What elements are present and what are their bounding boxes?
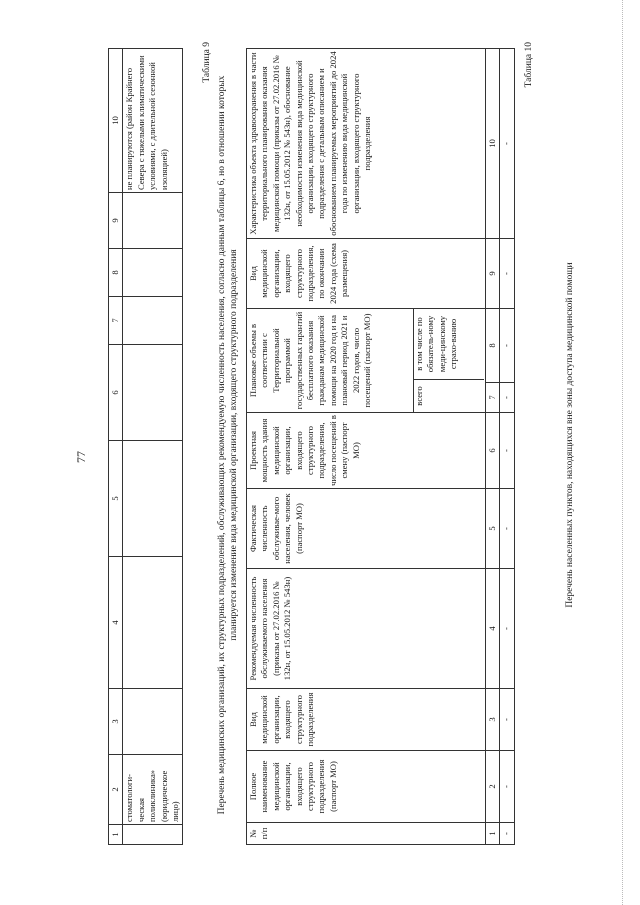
header-oms: в том числе по обязатель-ному меди-цинскому страхо-ванию xyxy=(414,315,459,373)
header-type-2024: Вид медицинской организации, входящего структурного подразделения, по окончании 2024 года (схема размещения) xyxy=(247,239,486,309)
table-row xyxy=(500,49,514,845)
cell-organization: стоматологи-ческая поликлиника» (юридическое лицо) xyxy=(123,755,183,825)
col-num: 8 xyxy=(486,309,500,383)
header-organization-type: Вид медицинской организации, входящего структурного подразделения xyxy=(247,689,486,751)
cell: - xyxy=(500,751,514,823)
col-num: 6 xyxy=(109,345,123,441)
header-planned-volumes: Плановые объемы в соответствии с Территориальной программой государственных гарантий бесплатного оказания гражданам медицинской помощи на 2020 год и на плановый период 2021 и 2022 годов, число посещений (паспорт МО) всего в том числе по обязатель-ному меди-цинскому страхо-ванию xyxy=(247,309,486,413)
header-design-capacity: Проектная мощность здания медицинской организации, входящего структурного подразделения, число посещений в смену (паспорт МО) xyxy=(247,413,486,489)
cell: - xyxy=(500,689,514,751)
col-num: 5 xyxy=(109,441,123,557)
header-actual-population: Фактическая численность обслуживае-мого населения, человек (паспорт МО) xyxy=(247,489,486,569)
table-9 xyxy=(246,48,515,845)
cell: - xyxy=(500,413,514,489)
header-recommended-population: Рекомендуемая численность обслуживаемого населения (приказы от 27.02.2016 № 132н, от 15.05.2012 № 543н) xyxy=(247,569,486,689)
header-total: всего xyxy=(414,380,485,413)
col-num: 7 xyxy=(109,297,123,345)
cell: - xyxy=(500,823,514,845)
table-continuation xyxy=(108,48,183,845)
cell: - xyxy=(500,569,514,689)
cell: - xyxy=(500,383,514,413)
cell: - xyxy=(500,489,514,569)
col-num: 6 xyxy=(486,413,500,489)
table-row xyxy=(123,49,183,845)
col-num: 1 xyxy=(486,823,500,845)
col-num: 7 xyxy=(486,383,500,413)
col-num: 9 xyxy=(486,239,500,309)
cell: - xyxy=(500,239,514,309)
col-num: 2 xyxy=(109,755,123,825)
col-num: 3 xyxy=(486,689,500,751)
col-num: 8 xyxy=(109,249,123,297)
header-organization-name: Полное наименование медицинской организации, входящего структурного подразделения (паспорт МО) xyxy=(247,751,486,823)
cell-note: не планируются (район Крайнего Севера с тяжелыми климатическими условиями, с длительной сезонной изоляцией) xyxy=(123,49,183,193)
header-characteristics: Характеристика объекта здравоохранения в части территориального планирования оказания медицинской помощи (приказы от 27.02.2016 № 132н, от 15.05.2012 № 543н), обоснование необходимости изменения вида медицинской организации, входящего структурного подразделения с детальным описанием и обоснованием планируемых мероприятий до 2024 года по изменению вида медицинской организации, входящего структурного подразделения xyxy=(247,49,486,239)
col-num: 9 xyxy=(109,193,123,249)
page-number: 77 xyxy=(74,451,88,463)
scan-edge-line xyxy=(622,0,623,905)
col-num: 1 xyxy=(109,825,123,845)
table-9-caption: Перечень медицинских организаций, их структурных подразделений, обслуживающих рекомендуемую численность населения, согласно данным таблицы 6, но в отношении которых планируется изменение вида медицинской организации, входящего структурного подразделения xyxy=(217,75,239,815)
col-num: 4 xyxy=(486,569,500,689)
col-num: 10 xyxy=(486,49,500,239)
table-number-row xyxy=(486,49,500,845)
table-header-row xyxy=(247,49,486,845)
cell: - xyxy=(500,309,514,383)
table-header-row xyxy=(109,49,123,845)
col-num: 3 xyxy=(109,689,123,755)
header-number: № п/п xyxy=(247,823,486,845)
col-num: 2 xyxy=(486,751,500,823)
table-10-caption: Перечень населенных пунктов, находящихся вне зоны доступа медицинской помощи xyxy=(565,262,575,608)
col-num: 5 xyxy=(486,489,500,569)
table-10-label: Таблица 10 xyxy=(524,42,534,88)
col-num: 10 xyxy=(109,49,123,193)
cell: - xyxy=(500,49,514,239)
table-9-label: Таблица 9 xyxy=(202,42,212,83)
col-num: 4 xyxy=(109,557,123,689)
